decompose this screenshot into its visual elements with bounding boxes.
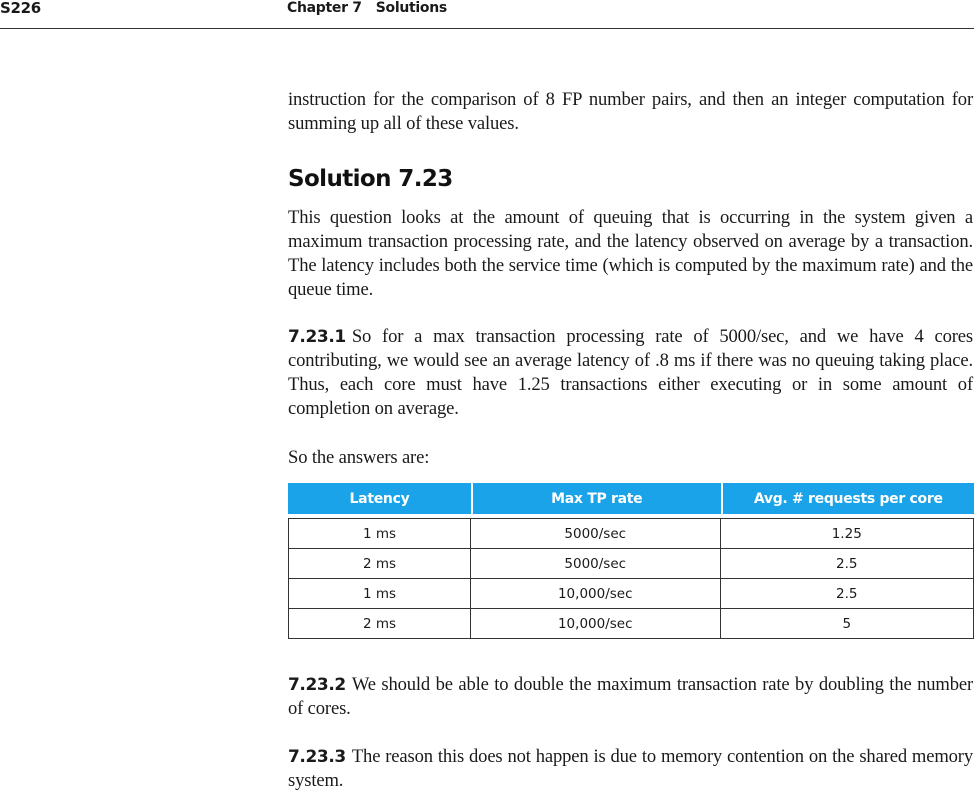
table-cell: 10,000/sec bbox=[471, 579, 721, 609]
column-header: Avg. # requests per core bbox=[721, 483, 974, 514]
table-row bbox=[288, 609, 974, 639]
table-cell: 2 ms bbox=[288, 549, 471, 579]
table-row bbox=[288, 549, 974, 579]
page-number: S226 bbox=[0, 0, 41, 17]
subsection-text: The reason this does not happen is due to memory contention on the shared memory system. bbox=[288, 746, 973, 791]
table-cell: 1 ms bbox=[288, 579, 471, 609]
continued-paragraph: instruction for the comparison of 8 FP number pairs, and then an integer computation for summing up all of these values. bbox=[288, 89, 973, 134]
answers-table bbox=[288, 483, 974, 639]
table-cell: 10,000/sec bbox=[471, 609, 721, 639]
subsection-tag: 7.23.1 bbox=[288, 327, 346, 347]
table-cell: 5000/sec bbox=[471, 518, 721, 549]
subsection-7-23-3 bbox=[288, 745, 973, 793]
running-head bbox=[0, 0, 974, 29]
table-row bbox=[288, 518, 974, 549]
subsection-7-23-1 bbox=[288, 325, 973, 421]
table-cell: 1.25 bbox=[721, 518, 974, 549]
column-header: Latency bbox=[288, 483, 471, 514]
page-body bbox=[288, 88, 973, 791]
table-header-row bbox=[288, 483, 974, 514]
section-label: Solutions bbox=[375, 0, 447, 16]
table-cell: 1 ms bbox=[288, 518, 471, 549]
intro-paragraph: This question looks at the amount of queuing that is occurring in the system given a maximum transaction processing rate, and the latency observed on average by a transaction. The latency includes both the service time (which is computed by the maximum rate) and the queue time. bbox=[288, 207, 973, 300]
chapter-label: Chapter 7 bbox=[287, 0, 362, 16]
table-cell: 5000/sec bbox=[471, 549, 721, 579]
table-cell: 2.5 bbox=[721, 579, 974, 609]
table-cell: 2.5 bbox=[721, 549, 974, 579]
table-cell: 5 bbox=[721, 609, 974, 639]
column-header: Max TP rate bbox=[471, 483, 721, 514]
subsection-tag: 7.23.2 bbox=[288, 675, 346, 695]
table-cell: 2 ms bbox=[288, 609, 471, 639]
subsection-text: So for a max transaction processing rate of 5000/sec, and we have 4 cores contributing, we would see an average latency of .8 ms if there was no queuing taking place. Thus, each core must have 1.25 transactions either executing or in some amount of completion on average. bbox=[288, 326, 973, 419]
table-row bbox=[288, 579, 974, 609]
chapter-title bbox=[287, 0, 447, 16]
subsection-7-23-2 bbox=[288, 673, 973, 721]
subsection-text: We should be able to double the maximum transaction rate by doubling the number of cores. bbox=[288, 674, 973, 719]
solution-heading: Solution 7.23 bbox=[288, 166, 453, 192]
answers-intro: So the answers are: bbox=[288, 447, 430, 468]
subsection-tag: 7.23.3 bbox=[288, 747, 346, 767]
